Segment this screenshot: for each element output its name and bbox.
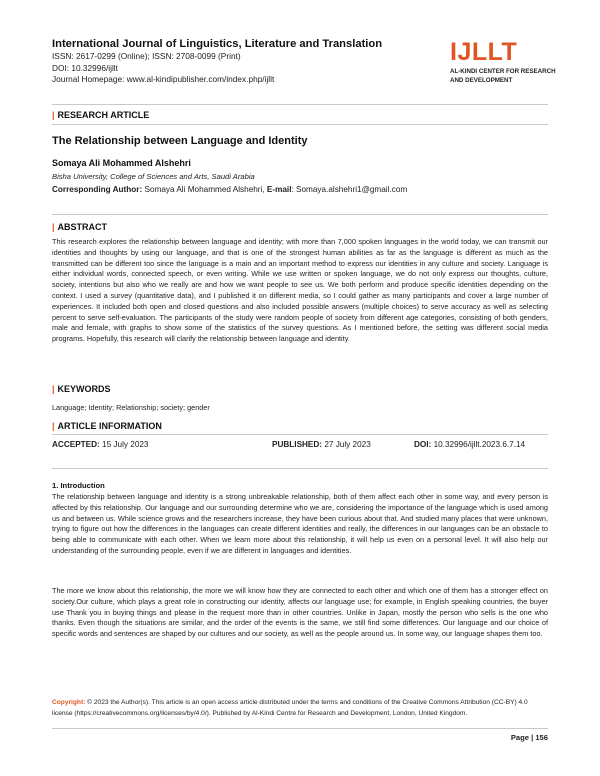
divider-abstract [52,214,548,215]
divider-article-info [52,434,548,435]
divider-footer [52,728,548,729]
author-email[interactable]: : Somaya.alshehri1@gmail.com [291,185,408,194]
logo-text: IJLLT [450,38,518,66]
author-affiliation: Bisha University, College of Sciences and Arts, Saudi Arabia [52,172,255,181]
journal-issn: ISSN: 2617-0299 (Online); ISSN: 2708-0099 (Print) [52,51,241,61]
section-bar-icon: | [52,222,55,232]
article-info-row [52,440,548,452]
intro-heading: 1. Introduction [52,481,105,490]
corresponding-author: Corresponding Author: Somaya Ali Mohammed Alshehri, E-mail: Somaya.alshehri1@gmail.com [52,185,408,194]
author-name: Somaya Ali Mohammed Alshehri [52,158,191,168]
accepted-date: ACCEPTED: 15 July 2023 [52,440,149,449]
logo-subtitle-2: AND DEVELOPMENT [450,77,513,84]
page-number: Page | 156 [510,733,548,742]
copyright-text: © 2023 the Author(s). This article is an open access article distributed under the terms and conditions of the Creative Commons Attribution (CC-BY) 4.0 license (https://creativecommons.org/licenses/by/4.0/). Published by Al-Kindi Centre for Research and Development, London, United Kingdom. [52,699,528,717]
published-date: PUBLISHED: 27 July 2023 [272,440,371,449]
journal-header [52,37,452,86]
copyright-notice [52,698,548,719]
article-doi[interactable]: DOI: 10.32996/ijllt.2023.6.7.14 [414,440,526,449]
article-type: | RESEARCH ARTICLE [52,110,150,120]
journal-logo [450,40,560,85]
journal-name: International Journal of Linguistics, Literature and Translation [52,38,383,50]
abstract-heading: | ABSTRACT [52,222,108,232]
intro-paragraph-1: The relationship between language and identity is a strong unbreakable relationship, both of them affect each other in some way, and every person is affected by this relationship. Our language and our surrounding determine who we are, considering the importance of the language which is used among us and between us. While science grows and the researchers increase, they have been curious about that. And studied many places that were unknown, trying to figure out how the differences in the languages can create different identities and really, the differences in our languages can be an obstacle to being able to communicate with each other. When we learn more about this relationship, it will help us even on a personal level. It will also help our understanding of the surrounding people, even if we are different in languages and identities. [52,492,548,555]
section-bar-icon: | [52,421,55,431]
keywords-text: Language; Identity; Relationship; society; gender [52,403,210,412]
paper-title: The Relationship between Language and Identity [52,135,308,147]
copyright-label: Copyright: [52,699,86,706]
article-info-heading: | ARTICLE INFORMATION [52,421,162,431]
journal-doi: DOI: 10.32996/ijllt [52,62,118,73]
divider-top [52,104,548,105]
intro-paragraph-2: The more we know about this relationship, the more we will know how they are connected to each other and which one of them has a stronger effect on society.Our culture, which plays a great role in constructing our identity, affects our language use; for example, in English speaking countries, the buyer use Thank you in buying things and please in the request more than in other countries. Unlike in Japan, mostly the person who sells is the one who thanks. Even though the situations are similar, and the order of the events is the same, we still find some differences. Our language and our choice of specific words and sentences are shaped by our cultures and our society, as well as the people around us. In some way, our language shapes them too. [52,586,548,639]
journal-homepage[interactable]: Journal Homepage: www.al-kindipublisher.com/index.php/ijllt [52,74,275,84]
divider-info-bottom [52,468,548,469]
abstract-text: This research explores the relationship between language and identity; with more than 7,000 spoken languages in the world today, we can transmit our identities and thoughts by using our language, and that is one of the strongest human abilities as far as the language is different as much as the transmitted can be different too since the language is a main and an important method to express our identities in any culture and society. Language is either individual words, connected speech, or even writing. While we use written or spoken language, we do not only express our thoughts, culture, society, intentions but also who we really are and how we want people to see us. We both perform and produce specific identities depending on the context. I used a survey (quantitative data), and I published it on different media, so I could gather as many participants and cover a large number of experiences. It included both open and closed questions and also included possible answers (multiple choices) to serve accuracy as well as selecting percent to serve self-evaluation. The participants of the study were random people of society from different age categories, consisting of both genders, male and female, with graphs to show some of the statistics of the survey questions. As I mentioned before, the setting was different social media programs. Hopefully, this research will clarify the relationship between language and identity. [52,237,548,344]
logo-subtitle-1: AL-KINDI CENTER FOR RESEARCH [450,68,556,75]
keywords-heading: | KEYWORDS [52,384,111,394]
section-bar-icon: | [52,110,55,120]
section-bar-icon: | [52,384,55,394]
divider-article-type [52,124,548,125]
